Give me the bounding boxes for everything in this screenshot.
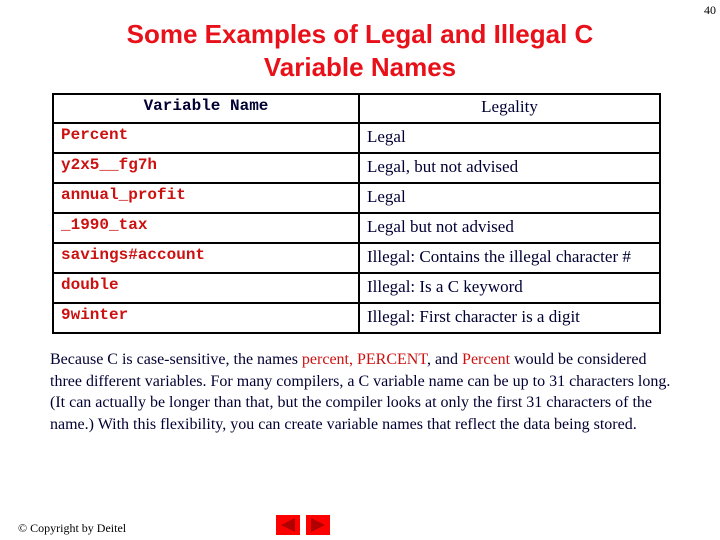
next-slide-button[interactable] <box>306 515 330 535</box>
table-row <box>53 243 660 273</box>
legality-cell: Legal, but not advised <box>359 153 660 183</box>
variable-name-cell: savings#account <box>53 243 359 273</box>
table-row <box>53 183 660 213</box>
highlight: Percent <box>462 351 511 368</box>
text: would be considered three different variables. For many compilers, a C variable name can be up to 31 characters long. (It can actually be longer than that, but the compiler looks at only the first 31 characters of the name.) With this flexibility, you can create variable names that reflect the data being stored. <box>50 351 671 433</box>
legality-cell: Legal <box>359 123 660 153</box>
legality-cell: Illegal: Is a C keyword <box>359 273 660 303</box>
legality-cell: Legal <box>359 183 660 213</box>
title-line-1: Some Examples of Legal and Illegal C <box>126 19 594 49</box>
variable-names-table <box>52 93 661 334</box>
variable-name-cell: y2x5__fg7h <box>53 153 359 183</box>
left-arrow-icon <box>276 515 300 535</box>
legality-cell: Legal but not advised <box>359 213 660 243</box>
table-row <box>53 123 660 153</box>
variable-name-cell: double <box>53 273 359 303</box>
table-row <box>53 303 660 333</box>
variable-name-cell: annual_profit <box>53 183 359 213</box>
table-row <box>53 153 660 183</box>
legality-cell: Illegal: Contains the illegal character # <box>359 243 660 273</box>
table-row <box>53 273 660 303</box>
right-arrow-icon <box>306 515 330 535</box>
text: Because C is case-sensitive, the names <box>50 351 302 368</box>
highlight: percent, PERCENT <box>301 351 427 368</box>
table-row <box>53 213 660 243</box>
variable-name-cell: 9winter <box>53 303 359 333</box>
page-number: 40 <box>704 3 716 17</box>
copyright: © Copyright by Deitel <box>18 521 127 535</box>
header-legality: Legality <box>359 94 660 123</box>
title-line-2: Variable Names <box>263 52 457 82</box>
legality-cell: Illegal: First character is a digit <box>359 303 660 333</box>
slide-title <box>60 18 660 84</box>
variable-name-cell: Percent <box>53 123 359 153</box>
previous-slide-button[interactable] <box>276 515 300 535</box>
text: , and <box>426 351 463 368</box>
variable-name-cell: _1990_tax <box>53 213 359 243</box>
explanation-paragraph <box>50 349 675 435</box>
header-variable-name: Variable Name <box>53 94 359 123</box>
